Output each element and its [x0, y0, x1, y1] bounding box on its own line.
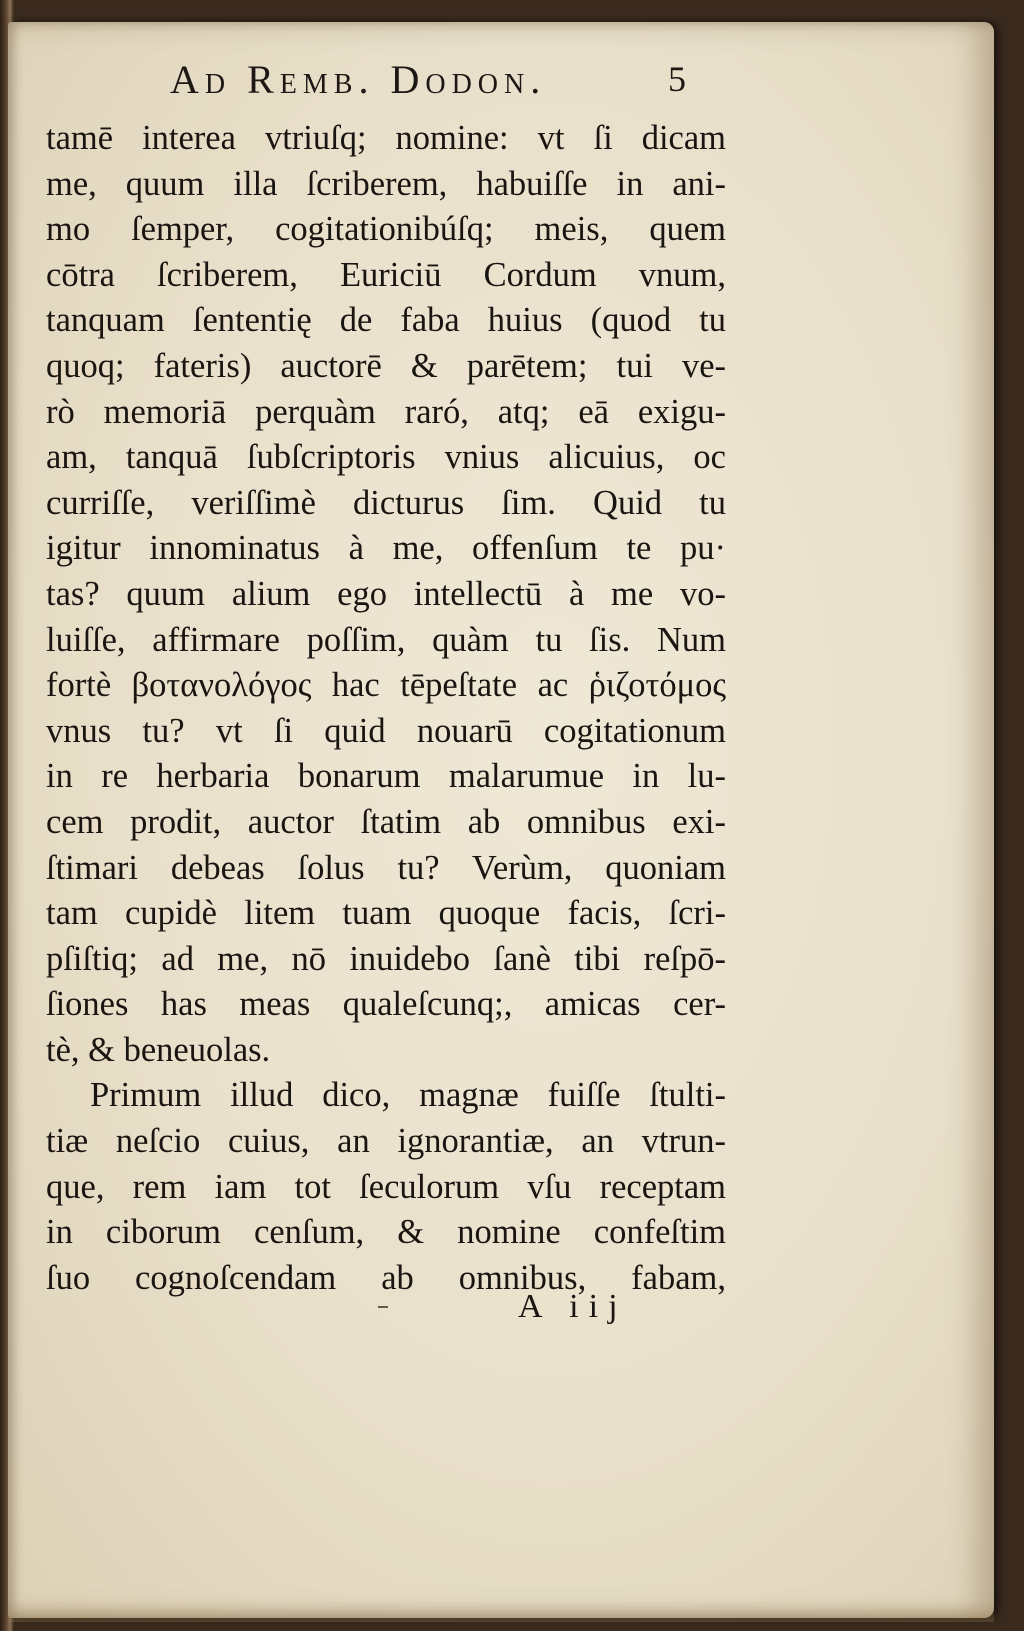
text-line: in ciborum cenſum, & nomine confeſtim	[46, 1213, 726, 1252]
text-line: tamē interea vtriuſq; nomine: vt ſi dicam	[46, 119, 726, 157]
text-line: tiæ neſcio cuius, an ignorantiæ, an vtrun-	[46, 1122, 726, 1161]
text-line: in re herbaria bonarum malarumue in lu-	[46, 757, 726, 796]
running-head-title: Ad Remb. Dodon.	[170, 57, 547, 102]
page-foot	[0, 1288, 1024, 1338]
text-line: tanquam ſententię de faba huius (quod tu	[46, 301, 726, 340]
body-text	[46, 116, 726, 1301]
text-line: vnus tu? vt ſi quid nouarū cogitationum	[46, 711, 726, 750]
page-number: 5	[668, 59, 686, 99]
text-line: curriſſe, veriſſimè dicturus ſim. Quid tu	[46, 483, 726, 522]
text-line: am, tanquā ſubſcriptoris vnius alicuius, oc	[46, 438, 726, 477]
text-line: ſtimari debeas ſolus tu? Verùm, quoniam	[46, 848, 726, 887]
text-line: quoq; fateris) auctorē & parētem; tui ve-	[46, 346, 726, 385]
text-line: luiſſe, affirmare poſſim, quàm tu ſis. Num	[46, 620, 726, 659]
text-line: tam cupidè litem tuam quoque facis, ſcri-	[46, 894, 726, 933]
paragraph-start-line: Primum illud dico, magnæ fuiſſe ſtulti-	[90, 1076, 726, 1115]
text-line: ſiones has meas qualeſcunq;, amicas cer-	[46, 985, 726, 1024]
text-line: ſuo cognoſcendam ab omnibus, fabam,	[46, 1258, 726, 1297]
text-line: igitur innominatus à me, offenſum te pu·	[46, 529, 726, 568]
foot-mark	[378, 1306, 388, 1308]
text-line: que, rem iam tot ſeculorum vſu receptam	[46, 1167, 726, 1206]
text-line: me, quum illa ſcriberem, habuiſſe in ani-	[46, 164, 726, 203]
text-line: cōtra ſcriberem, Euriciū Cordum vnum,	[46, 255, 726, 294]
paragraph-end-line: tè, & beneuolas.	[46, 1030, 271, 1069]
text-line: fortè βοτανολόγος hac tēpeſtate ac ῥιζοτόμος	[46, 666, 726, 705]
text-line: cem prodit, auctor ſtatim ab omnibus exi-	[46, 802, 726, 841]
page-bottom-edge	[8, 1600, 994, 1622]
signature-mark: A iij	[518, 1288, 628, 1325]
text-line: mo ſemper, cogitationibúſq; meis, quem	[46, 210, 726, 249]
running-head	[0, 56, 1024, 106]
text-line: rò memoriā perquàm raró, atq; eā exigu-	[46, 392, 726, 431]
text-line: tas? quum alium ego intellectū à me vo-	[46, 574, 726, 613]
text-line: pſiſtiq; ad me, nō inuidebo ſanè tibi reſpō-	[46, 939, 726, 978]
